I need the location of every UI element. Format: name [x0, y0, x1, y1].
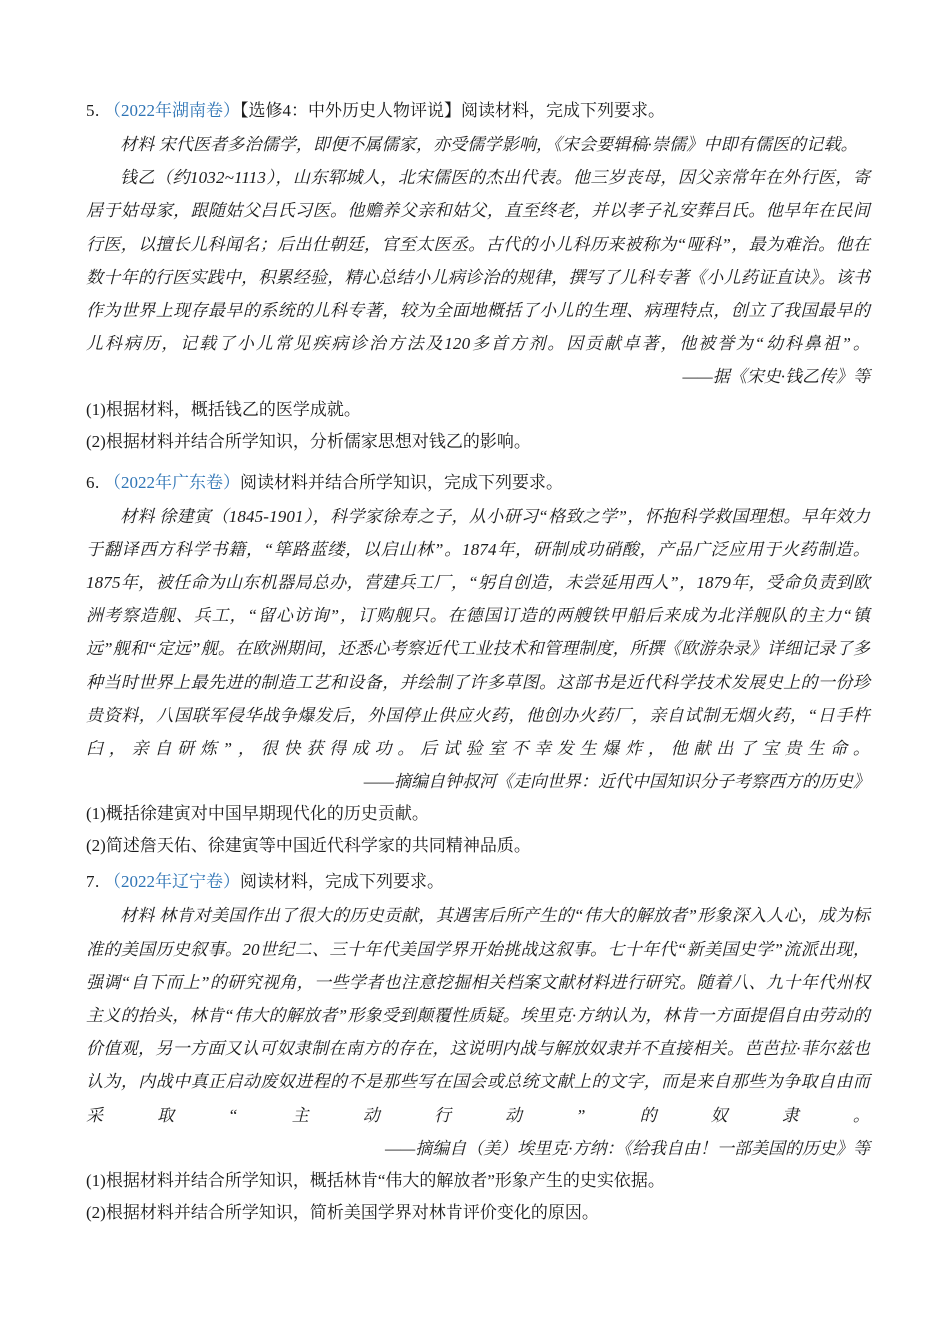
sub-question: (2)简述詹天佑、徐建寅等中国近代科学家的共同精神品质。 [86, 836, 531, 856]
question-block-7 [86, 866, 870, 1229]
question-prompt-7: 阅读材料，完成下列要求。 [240, 872, 444, 892]
question-block-5 [86, 95, 870, 458]
material-paragraph: 材料 林肯对美国作出了很大的历史贡献，其遇害后所产生的“伟大的解放者”形象深入人心，成为标准的美国历史叙事。20世纪二、三十年代美国学界开始挑战这叙事。七十年代“新美国史学”流派出现，强调“自下而上”的研究视角，一些学者也注意挖掘相关档案文献材料进行研究。随着八、九十年代州权主义的抬头，林肯“伟大的解放者”形象受到颠覆性质疑。埃里克·方纳认为，林肯一方面提倡自由劳动的价值观，另一方面又认可奴隶制在南方的存在，这说明内战与解放奴隶并不直接相关。芭芭拉·菲尔兹也认为，内战中真正启动废奴进程的不是那些写在国会或总统文献上的文字，而是来自那些为争取自由而采取“主动行动”的奴隶。 [86, 906, 870, 1125]
question-number-7: 7. [86, 872, 100, 892]
question-heading-6 [86, 467, 870, 498]
question-heading-7 [86, 866, 870, 897]
sub-question: (1)概括徐建寅对中国早期现代化的历史贡献。 [86, 804, 429, 824]
attribution-6: ——摘编自钟叔河《走向世界：近代中国知识分子考察西方的历史》 [363, 772, 870, 792]
material-paragraph: 材料 徐建寅（1845-1901），科学家徐寿之子，从小研习“格致之学”，怀抱科学救国理想。早年效力于翻译西方科学书籍，“筚路蓝缕，以启山林”。1874年，研制成功硝酸，产品广泛应用于火药制造。1875年，被任命为山东机器局总办，营建兵工厂，“躬自创造，未尝延用西人”，1879年，受命负责到欧洲考察造舰、兵工，“留心访询”，订购舰只。在德国订造的两艘铁甲船后来成为北洋舰队的主力“镇远”舰和“定远”舰。在欧洲期间，还悉心考察近代工业技术和管理制度，所撰《欧游杂录》详细记录了多种当时世界上最先进的制造工艺和设备，并绘制了许多草图。这部书是近代科学技术发展史上的一份珍贵资料，八国联军侵华战争爆发后，外国停止供应火药，他创办火药厂，亲自试制无烟火药，“日手杵臼，亲自研炼”，很快获得成功。后试验室不幸发生爆炸，他献出了宝贵生命。 [86, 506, 870, 759]
sub-question: (2)根据材料并结合所学知识，分析儒家思想对钱乙的影响。 [86, 431, 531, 451]
question-number-5: 5. [86, 101, 100, 120]
question-source-tag-7: （2022年辽宁卷） [104, 872, 240, 892]
block-spacer [86, 458, 870, 467]
question-block-6 [86, 467, 870, 863]
sub-question: (1)根据材料并结合所学知识，概括林肯“伟大的解放者”形象产生的史实依据。 [86, 1171, 665, 1191]
attribution-5: ——据《宋史·钱乙传》等 [682, 367, 870, 387]
question-heading-5 [86, 95, 870, 126]
question-source-tag-5: （2022年湖南卷） [104, 101, 240, 120]
attribution-7: ——摘编自（美）埃里克·方纳：《给我自由！一部美国的历史》等 [385, 1138, 870, 1158]
question-prompt-5: 【选修4：中外历史人物评说】阅读材料，完成下列要求。 [240, 101, 665, 120]
question-number-6: 6. [86, 472, 100, 492]
material-paragraph: 钱乙（约1032~1113），山东郓城人，北宋儒医的杰出代表。他三岁丧母，因父亲常年在外行医，寄居于姑母家，跟随姑父吕氏习医。他赡养父亲和姑父，直至终老，并以孝子礼安葬吕氏。他早年在民间行医，以擅长儿科闻名；后出仕朝廷，官至太医丞。古代的小儿科历来被称为“哑科”，最为难治。他在数十年的行医实践中，积累经验，精心总结小儿病诊治的规律，撰写了儿科专著《小儿药证直诀》。该书作为世界上现存最早的系统的儿科专著，较为全面地概括了小儿的生理、病理特点，创立了我国最早的儿科病历，记载了小儿常见疾病诊治方法及120多首方剂。因贡献卓著，他被誉为“幼科鼻祖”。 [86, 168, 870, 354]
question-source-tag-6: （2022年广东卷） [104, 472, 240, 492]
sub-question: (1)根据材料，概括钱乙的医学成就。 [86, 399, 361, 419]
material-paragraph: 材料 宋代医者多治儒学，即便不属儒家，亦受儒学影响，《宋会要辑稿·崇儒》中即有儒医的记载。 [120, 135, 858, 154]
question-prompt-6: 阅读材料并结合所学知识，完成下列要求。 [240, 472, 563, 492]
sub-question: (2)根据材料并结合所学知识，简析美国学界对林肯评价变化的原因。 [86, 1203, 599, 1223]
